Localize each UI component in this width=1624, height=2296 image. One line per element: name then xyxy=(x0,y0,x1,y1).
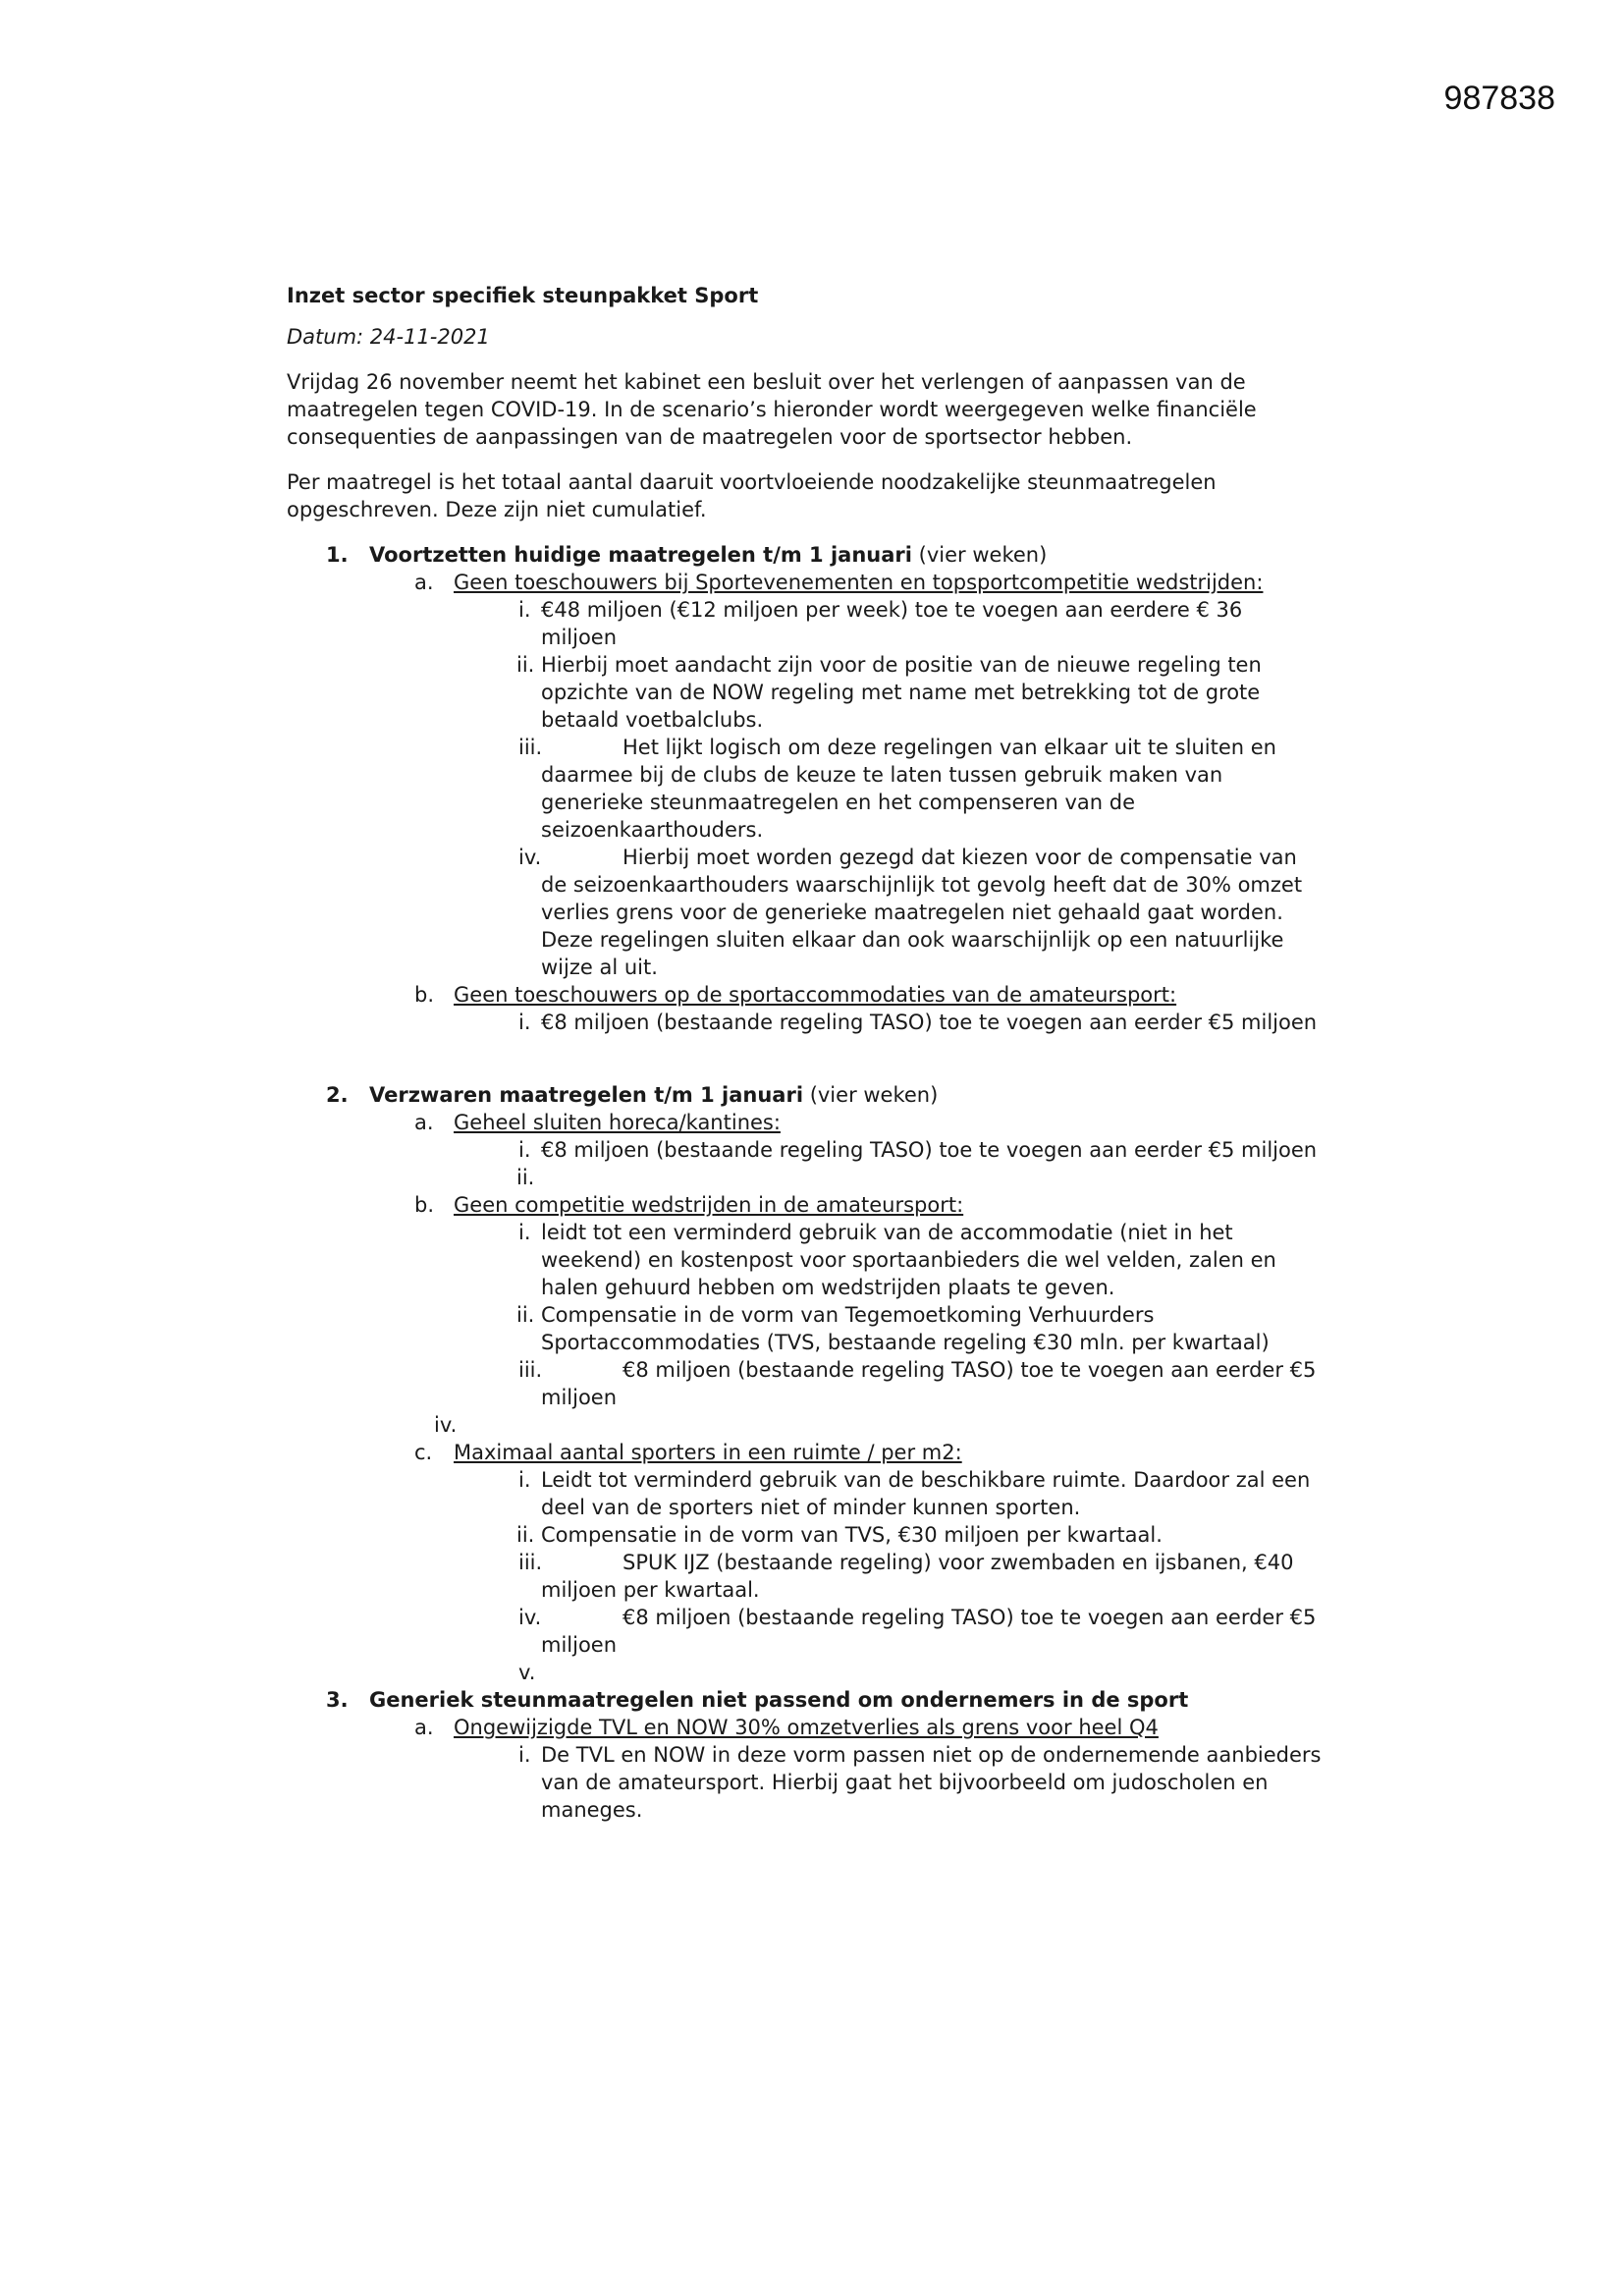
sub-number: b. xyxy=(414,983,435,1007)
item-number: iv. xyxy=(518,846,542,869)
section-2a xyxy=(287,1109,1357,1136)
item-number: ii. xyxy=(516,1166,535,1189)
section-title: Generiek steunmaatregelen niet passend om ondernemers in de sport xyxy=(369,1688,1189,1712)
list-item-cont xyxy=(287,1494,1357,1521)
list-item xyxy=(287,1219,1357,1246)
item-text: seizoenkaarthouders. xyxy=(541,818,764,842)
list-item-cont xyxy=(287,1631,1357,1659)
sub-number: a. xyxy=(414,1111,434,1134)
item-text: betaald voetbalclubs. xyxy=(541,708,764,732)
list-item-cont xyxy=(287,706,1357,734)
item-number: i. xyxy=(518,1138,531,1162)
list-item xyxy=(287,844,1357,871)
item-text: Hierbij moet worden gezegd dat kiezen voor de compensatie van xyxy=(623,846,1297,869)
list-item-cont xyxy=(287,761,1357,789)
list-item xyxy=(287,596,1357,624)
item-text: Sportaccommodaties (TVS, bestaande regeling €30 mln. per kwartaal) xyxy=(541,1331,1270,1354)
sub-label: Geheel sluiten horeca/kantines: xyxy=(454,1111,781,1134)
item-number: iii. xyxy=(518,1358,543,1382)
item-number: i. xyxy=(518,1011,531,1034)
section-3-heading xyxy=(287,1686,1357,1714)
sub-number: a. xyxy=(414,571,434,594)
item-text: miljoen xyxy=(541,1633,618,1657)
item-number: i. xyxy=(518,1743,531,1767)
list-item-cont xyxy=(287,1769,1357,1796)
sub-label: Geen competitie wedstrijden in de amateursport: xyxy=(454,1193,964,1217)
list-item-cont xyxy=(287,871,1357,899)
sub-label: Geen toeschouwers bij Sportevenementen en topsportcompetitie wedstrijden: xyxy=(454,571,1264,594)
item-text: €8 miljoen (bestaande regeling TASO) toe te voegen aan eerder €5 miljoen xyxy=(541,1138,1318,1162)
text-line: Vrijdag 26 november neemt het kabinet een besluit over het verlengen of aanpassen van de xyxy=(287,370,1246,394)
item-text: €8 miljoen (bestaande regeling TASO) toe te voegen aan eerder €5 xyxy=(623,1358,1317,1382)
document-body xyxy=(287,282,1357,1824)
list-item-cont xyxy=(287,789,1357,816)
text-line: opgeschreven. Deze zijn niet cumulatief. xyxy=(287,498,707,521)
list-item-cont xyxy=(287,816,1357,844)
item-text: van de amateursport. Hierbij gaat het bijvoorbeeld om judoscholen en xyxy=(541,1771,1269,1794)
item-number: ii. xyxy=(516,1523,535,1547)
list-item-cont xyxy=(287,1384,1357,1411)
item-number: iii. xyxy=(518,1551,543,1574)
item-number: i. xyxy=(518,1221,531,1244)
sub-number: a. xyxy=(414,1716,434,1739)
item-text: €8 miljoen (bestaande regeling TASO) toe te voegen aan eerder €5 miljoen xyxy=(541,1011,1318,1034)
item-text: €8 miljoen (bestaande regeling TASO) toe te voegen aan eerder €5 xyxy=(623,1606,1317,1629)
item-number: ii. xyxy=(516,653,535,677)
item-text: Compensatie in de vorm van TVS, €30 miljoen per kwartaal. xyxy=(541,1523,1163,1547)
item-text: weekend) en kostenpost voor sportaanbieders die wel velden, zalen en xyxy=(541,1248,1276,1272)
item-number: i. xyxy=(518,598,531,622)
section-3a xyxy=(287,1714,1357,1741)
list-item-cont xyxy=(287,954,1357,981)
list-item-cont xyxy=(287,624,1357,651)
document-id: 987838 xyxy=(1443,80,1555,117)
list-item-cont xyxy=(287,1329,1357,1356)
list-item xyxy=(287,1009,1357,1036)
item-text: Compensatie in de vorm van Tegemoetkoming Verhuurders xyxy=(541,1303,1155,1327)
sub-number: c. xyxy=(414,1441,433,1464)
sub-label: Geen toeschouwers op de sportaccommodaties van de amateursport: xyxy=(454,983,1177,1007)
item-text: wijze al uit. xyxy=(541,956,658,979)
item-text: deel van de sporters niet of minder kunnen sporten. xyxy=(541,1496,1081,1519)
item-text: generieke steunmaatregelen en het compenseren van de xyxy=(541,791,1136,814)
list-item-cont xyxy=(287,899,1357,926)
section-suffix: (vier weken) xyxy=(803,1083,939,1107)
document-title: Inzet sector specifiek steunpakket Sport xyxy=(287,284,759,307)
section-1b xyxy=(287,981,1357,1009)
list-item xyxy=(287,1164,1357,1191)
section-1-heading xyxy=(287,541,1357,569)
item-text: De TVL en NOW in deze vorm passen niet op de ondernemende aanbieders xyxy=(541,1743,1322,1767)
list-item xyxy=(287,1549,1357,1576)
list-item xyxy=(287,1301,1357,1329)
item-text: daarmee bij de clubs de keuze te laten tussen gebruik maken van xyxy=(541,763,1223,787)
item-text: opzichte van de NOW regeling met name met betrekking tot de grote xyxy=(541,681,1261,704)
item-text: Het lijkt logisch om deze regelingen van elkaar uit te sluiten en xyxy=(623,736,1276,759)
item-number: ii. xyxy=(516,1303,535,1327)
item-text: Leidt tot verminderd gebruik van de beschikbare ruimte. Daardoor zal een xyxy=(541,1468,1311,1492)
item-text: halen gehuurd hebben om wedstrijden plaats te geven. xyxy=(541,1276,1115,1299)
item-number: v. xyxy=(518,1661,536,1684)
list-item xyxy=(287,1521,1357,1549)
item-text: miljoen xyxy=(541,626,618,649)
section-2c xyxy=(287,1439,1357,1466)
section-number: 2. xyxy=(326,1083,349,1107)
item-text: leidt tot een verminderd gebruik van de accommodatie (niet in het xyxy=(541,1221,1233,1244)
section-2b xyxy=(287,1191,1357,1219)
item-number: iv. xyxy=(518,1606,542,1629)
text-line: Per maatregel is het totaal aantal daaruit voortvloeiende noodzakelijke steunmaatregelen xyxy=(287,470,1217,494)
section-1a xyxy=(287,569,1357,596)
list-item-cont xyxy=(287,1274,1357,1301)
item-text: de seizoenkaarthouders waarschijnlijk tot gevolg heeft dat de 30% omzet xyxy=(541,873,1303,897)
item-text: Deze regelingen sluiten elkaar dan ook waarschijnlijk op een natuurlijke xyxy=(541,928,1284,952)
text-line: maatregelen tegen COVID-19. In de scenario’s hieronder wordt weergegeven welke financiële xyxy=(287,398,1257,421)
section-number: 1. xyxy=(326,543,349,567)
list-item xyxy=(287,1741,1357,1769)
document-date: Datum: 24-11-2021 xyxy=(287,325,490,349)
sub-label: Ongewijzigde TVL en NOW 30% omzetverlies als grens voor heel Q4 xyxy=(454,1716,1159,1739)
section-title: Voortzetten huidige maatregelen t/m 1 januari xyxy=(369,543,912,567)
section-2-heading xyxy=(287,1081,1357,1109)
section-number: 3. xyxy=(326,1688,349,1712)
list-item-cont xyxy=(287,1796,1357,1824)
item-number: iii. xyxy=(518,736,543,759)
section-suffix: (vier weken) xyxy=(911,543,1048,567)
sub-number: b. xyxy=(414,1193,435,1217)
list-item-cont xyxy=(287,926,1357,954)
list-item-cont xyxy=(287,1246,1357,1274)
list-item xyxy=(287,1136,1357,1164)
item-number: i. xyxy=(518,1468,531,1492)
list-item xyxy=(287,1466,1357,1494)
item-text: verlies grens voor de generieke maatregelen niet gehaald gaat worden. xyxy=(541,901,1283,924)
item-text: SPUK IJZ (bestaande regeling) voor zwembaden en ijsbanen, €40 xyxy=(623,1551,1294,1574)
intro-paragraph xyxy=(287,368,1357,451)
list-item xyxy=(287,1604,1357,1631)
text-line: consequenties de aanpassingen van de maatregelen voor de sportsector hebben. xyxy=(287,425,1133,449)
item-text: €48 miljoen (€12 miljoen per week) toe te voegen aan eerdere € 36 xyxy=(541,598,1243,622)
list-item xyxy=(287,1356,1357,1384)
list-item-cont xyxy=(287,1576,1357,1604)
section-title: Verzwaren maatregelen t/m 1 januari xyxy=(369,1083,804,1107)
sub-label: Maximaal aantal sporters in een ruimte / per m2: xyxy=(454,1441,962,1464)
stray-item-number: iv. xyxy=(434,1413,458,1437)
item-text: Hierbij moet aandacht zijn voor de positie van de nieuwe regeling ten xyxy=(541,653,1262,677)
item-text: miljoen xyxy=(541,1386,618,1409)
list-item xyxy=(287,651,1357,679)
list-item xyxy=(287,1659,1357,1686)
list-item xyxy=(287,734,1357,761)
item-text: miljoen per kwartaal. xyxy=(541,1578,760,1602)
intro-paragraph-2 xyxy=(287,468,1357,523)
list-item-cont xyxy=(287,679,1357,706)
item-text: maneges. xyxy=(541,1798,643,1822)
